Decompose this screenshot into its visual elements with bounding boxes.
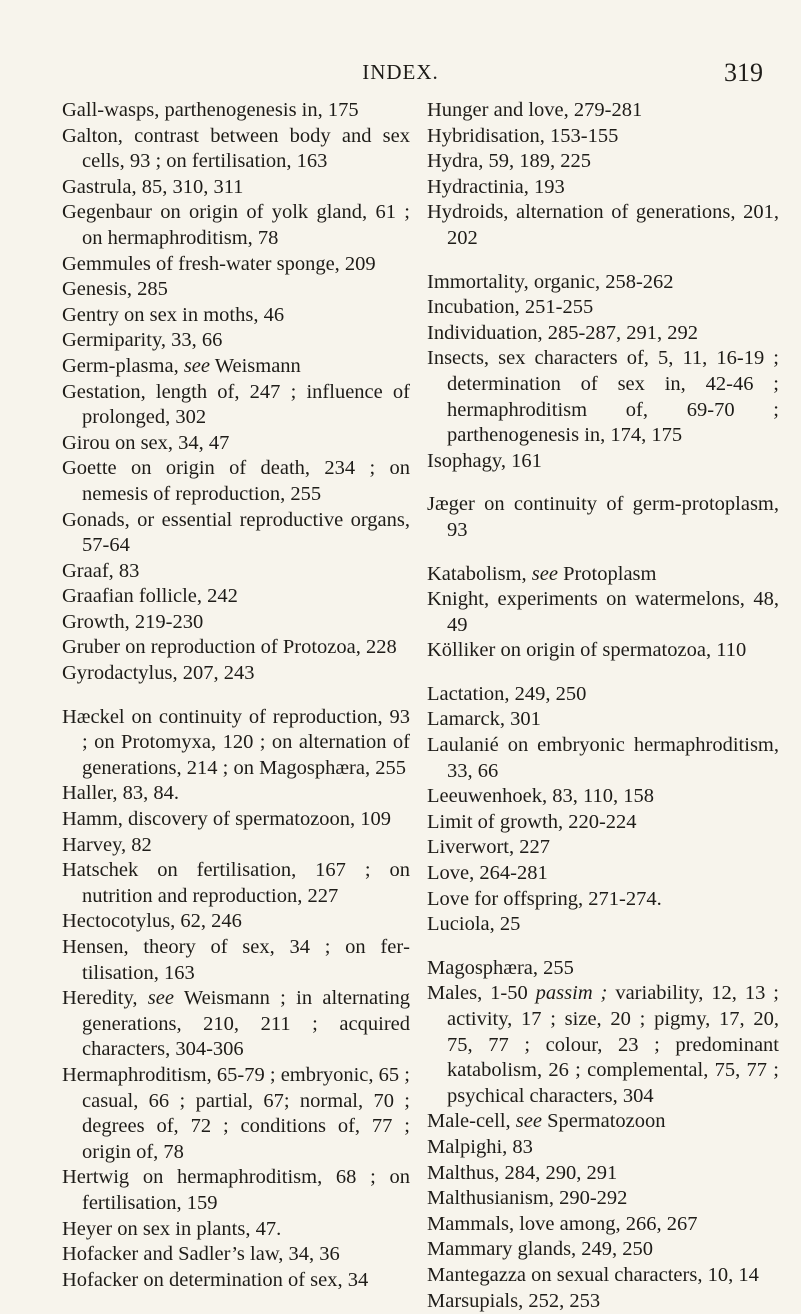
index-entry xyxy=(62,1217,410,1243)
index-entry xyxy=(62,1063,410,1165)
index-entry xyxy=(62,200,410,251)
index-entry xyxy=(62,303,410,329)
entry-text: Genesis, 285 xyxy=(62,278,168,301)
entry-text: Lamarck, 301 xyxy=(427,708,541,731)
entry-text: Hamm, discovery of spermatozoon, 109 xyxy=(62,808,392,831)
entry-text: Hensen, theory of sex, 34 ; on fertilisation, 163 xyxy=(62,936,410,984)
index-entry xyxy=(427,835,779,861)
entry-text: Kölliker on origin of spermatozoa, 110 xyxy=(427,639,747,662)
index-entry xyxy=(427,1237,779,1263)
entry-italic-text: see xyxy=(531,562,558,585)
section-gap xyxy=(427,474,779,492)
entry-text: Mantegazza on sexual characters, 10, 14 xyxy=(427,1263,759,1286)
entry-text: Gemmules of fresh-water sponge, 209 xyxy=(62,252,376,275)
index-entry xyxy=(62,98,410,124)
index-entry xyxy=(427,810,779,836)
page-number: 319 xyxy=(724,58,763,87)
index-entry xyxy=(62,354,410,380)
entry-text: Jæger on continuity of germ-protoplasm, 93 xyxy=(427,493,779,541)
entry-text: Insects, sex characters of, 5, 11, 16-19 ; determination of sex in, 42-46 ; hermaphroditism of, 69-70 ; parthenogenesis in, 174, 175 xyxy=(427,347,779,447)
entry-text: Spermatozoon xyxy=(541,1110,666,1133)
entry-text: Harvey, 82 xyxy=(62,833,152,856)
entry-text: Immortality, organic, 258-262 xyxy=(427,270,674,293)
entry-text: Gyrodactylus, 207, 243 xyxy=(62,662,255,685)
entry-text: Hydra, 59, 189, 225 xyxy=(427,150,591,173)
entry-text: Hofacker on determination of sex, 34 xyxy=(62,1268,369,1291)
index-entry xyxy=(427,956,779,982)
index-entry xyxy=(62,175,410,201)
index-entry xyxy=(62,559,410,585)
index-entry xyxy=(62,781,410,807)
index-entry xyxy=(62,508,410,559)
index-entry xyxy=(62,635,410,661)
index-entry xyxy=(427,1186,779,1212)
entry-text: Males, 1-50 xyxy=(427,982,536,1005)
index-entry xyxy=(62,380,410,431)
entry-text: Hydroids, alternation of generations, 201, 202 xyxy=(427,201,779,249)
entry-text: Mammary glands, 249, 250 xyxy=(427,1238,654,1261)
entry-text: Galton, contrast between body and sex cells, 93 ; on fertilisation, 163 xyxy=(62,124,410,173)
index-entry xyxy=(62,858,410,909)
entry-text: Katabolism, xyxy=(427,562,532,585)
index-entry xyxy=(427,200,779,251)
entry-text: Hofacker and Sadler’s law, 34, 36 xyxy=(62,1243,340,1266)
index-entry xyxy=(62,431,410,457)
entry-text: Magosphæra, 255 xyxy=(427,956,574,979)
entry-text: Laulanié on embryonic hermaphroditism, 33, 66 xyxy=(427,734,779,782)
index-entry xyxy=(62,661,410,687)
index-entry xyxy=(427,98,779,124)
entry-text: Hybridisation, 153-155 xyxy=(427,124,619,147)
index-entry xyxy=(427,1212,779,1238)
entry-italic-text: see xyxy=(183,354,211,377)
section-gap xyxy=(427,252,779,270)
entry-text: Gastrula, 85, 310, 311 xyxy=(62,175,244,198)
index-entry xyxy=(427,449,779,475)
index-entry xyxy=(62,328,410,354)
entry-text: Heyer on sex in plants, 47. xyxy=(62,1217,282,1240)
entry-text: Graafian follicle, 242 xyxy=(62,585,238,608)
entry-text: Gestation, length of, 247 ; influence of prolonged, 302 xyxy=(62,380,410,429)
entry-text: Mammals, love among, 266, 267 xyxy=(427,1212,698,1235)
entry-text: Malpighi, 83 xyxy=(427,1135,533,1158)
entry-italic-text: see xyxy=(515,1110,542,1133)
index-entry xyxy=(62,277,410,303)
page-header xyxy=(0,52,801,92)
index-entry xyxy=(427,638,779,664)
entry-text: Germ-plasma, xyxy=(62,354,184,377)
entry-text: Individuation, 285-287, 291, 292 xyxy=(427,321,699,344)
page-title: INDEX. xyxy=(362,60,439,84)
entry-text: Graaf, 83 xyxy=(62,559,140,582)
index-entry xyxy=(62,610,410,636)
section-gap xyxy=(62,687,410,705)
entry-text: Marsupials, 252, 253 xyxy=(427,1289,601,1312)
index-entry xyxy=(62,124,410,175)
index-entry xyxy=(62,1165,410,1216)
entry-text: Hæckel on continuity of reproduction, 93 ; on Protomyxa, 120 ; on alternation of generations, 214 ; on Magosphæra, 255 xyxy=(62,705,410,779)
entry-text: Luciola, 25 xyxy=(427,913,521,936)
entry-text: Heredity, xyxy=(62,987,148,1010)
entry-text: Gonads, or essential reproductive organs, 57-64 xyxy=(62,508,410,557)
index-entry xyxy=(427,124,779,150)
index-entry xyxy=(62,833,410,859)
index-entry xyxy=(62,986,410,1063)
index-entry xyxy=(427,1135,779,1161)
index-entry xyxy=(427,912,779,938)
entry-text: Malthusianism, 290-292 xyxy=(427,1187,628,1210)
index-entry xyxy=(427,707,779,733)
entry-text: Gall-wasps, parthenogenesis in, 175 xyxy=(62,99,359,121)
entry-text: Hertwig on hermaphroditism, 68 ; on fertilisation, 159 xyxy=(62,1166,410,1214)
index-entry xyxy=(427,784,779,810)
index-entry xyxy=(427,492,779,543)
entry-text: Germiparity, 33, 66 xyxy=(62,329,223,352)
section-gap xyxy=(427,664,779,682)
entry-text: variability, 12, 13 ; activity, 17 ; size, 20 ; pigmy, 17, 20, 75, 77 ; colour, 23 ; predominant katabolism, 26 ; complemental, 75, 77 ; psychical characters, 304 xyxy=(447,982,779,1107)
entry-text: Hatschek on fertilisation, 167 ; on nutrition and reproduction, 227 xyxy=(62,859,410,907)
index-entry xyxy=(427,149,779,175)
index-entry xyxy=(62,807,410,833)
entry-text: Love for offspring, 271-274. xyxy=(427,887,662,910)
index-entry xyxy=(427,1289,779,1314)
entry-text: Love, 264-281 xyxy=(427,862,548,885)
section-gap xyxy=(427,938,779,956)
entry-text: Leeuwenhoek, 83, 110, 158 xyxy=(427,785,654,808)
entry-text: Incubation, 251-255 xyxy=(427,296,594,319)
entry-italic-text: see xyxy=(147,987,174,1010)
entry-text: Male-cell, xyxy=(427,1110,516,1133)
index-entry xyxy=(427,295,779,321)
entry-text: Gentry on sex in moths, 46 xyxy=(62,303,285,326)
entry-text: Haller, 83, 84. xyxy=(62,782,180,805)
index-entry xyxy=(427,175,779,201)
entry-text: Goette on origin of death, 234 ; on nemesis of reproduction, 255 xyxy=(62,457,410,505)
index-entry xyxy=(427,1263,779,1289)
entry-text: Weismann xyxy=(210,354,301,377)
entry-text: Hectocotylus, 62, 246 xyxy=(62,910,242,933)
index-column-left xyxy=(62,98,410,1293)
index-entry xyxy=(427,682,779,708)
index-entry xyxy=(62,909,410,935)
index-entry xyxy=(62,456,410,507)
entry-text: Liverwort, 227 xyxy=(427,836,550,859)
index-entry xyxy=(62,252,410,278)
entry-text: Knight, experiments on watermelons, 48, 49 xyxy=(427,588,779,636)
entry-text: Isophagy, 161 xyxy=(427,449,542,472)
index-entry xyxy=(62,1268,410,1294)
index-column-right xyxy=(427,98,779,1314)
entry-text: Protoplasm xyxy=(557,562,657,585)
entry-italic-text: passim ; xyxy=(535,982,608,1005)
entry-text: Hermaphroditism, 65-79 ; embryonic, 65 ; casual, 66 ; partial, 67; normal, 70 ; degrees of, 72 ; conditions of, 77 ; origin of, 78 xyxy=(62,1063,410,1163)
entry-text: Gegenbaur on origin of yolk gland, 61 ; on hermaphroditism, 78 xyxy=(62,201,410,249)
index-entry xyxy=(427,861,779,887)
index-entry xyxy=(427,321,779,347)
entry-text: Gruber on reproduction of Protozoa, 228 xyxy=(62,636,397,659)
index-entry xyxy=(62,705,410,782)
entry-text: Weismann ; in alternating generations, 210, 211 ; acquired characters, 304-306 xyxy=(82,987,411,1061)
index-entry xyxy=(427,981,779,1109)
index-entry xyxy=(62,1242,410,1268)
index-entry xyxy=(427,587,779,638)
entry-text: Girou on sex, 34, 47 xyxy=(62,431,230,454)
index-entry xyxy=(427,887,779,913)
index-entry xyxy=(427,346,779,448)
index-entry xyxy=(62,584,410,610)
index-entry xyxy=(427,733,779,784)
entry-text: Malthus, 284, 290, 291 xyxy=(427,1161,618,1184)
index-entry xyxy=(427,562,779,588)
index-entry xyxy=(62,935,410,986)
index-entry xyxy=(427,270,779,296)
entry-text: Lactation, 249, 250 xyxy=(427,682,587,705)
index-entry xyxy=(427,1109,779,1135)
entry-text: Hydractinia, 193 xyxy=(427,175,565,198)
entry-text: Growth, 219-230 xyxy=(62,610,204,633)
entry-text: Limit of growth, 220-224 xyxy=(427,810,637,833)
section-gap xyxy=(427,544,779,562)
entry-text: Hunger and love, 279-281 xyxy=(427,99,643,121)
index-entry xyxy=(427,1161,779,1187)
